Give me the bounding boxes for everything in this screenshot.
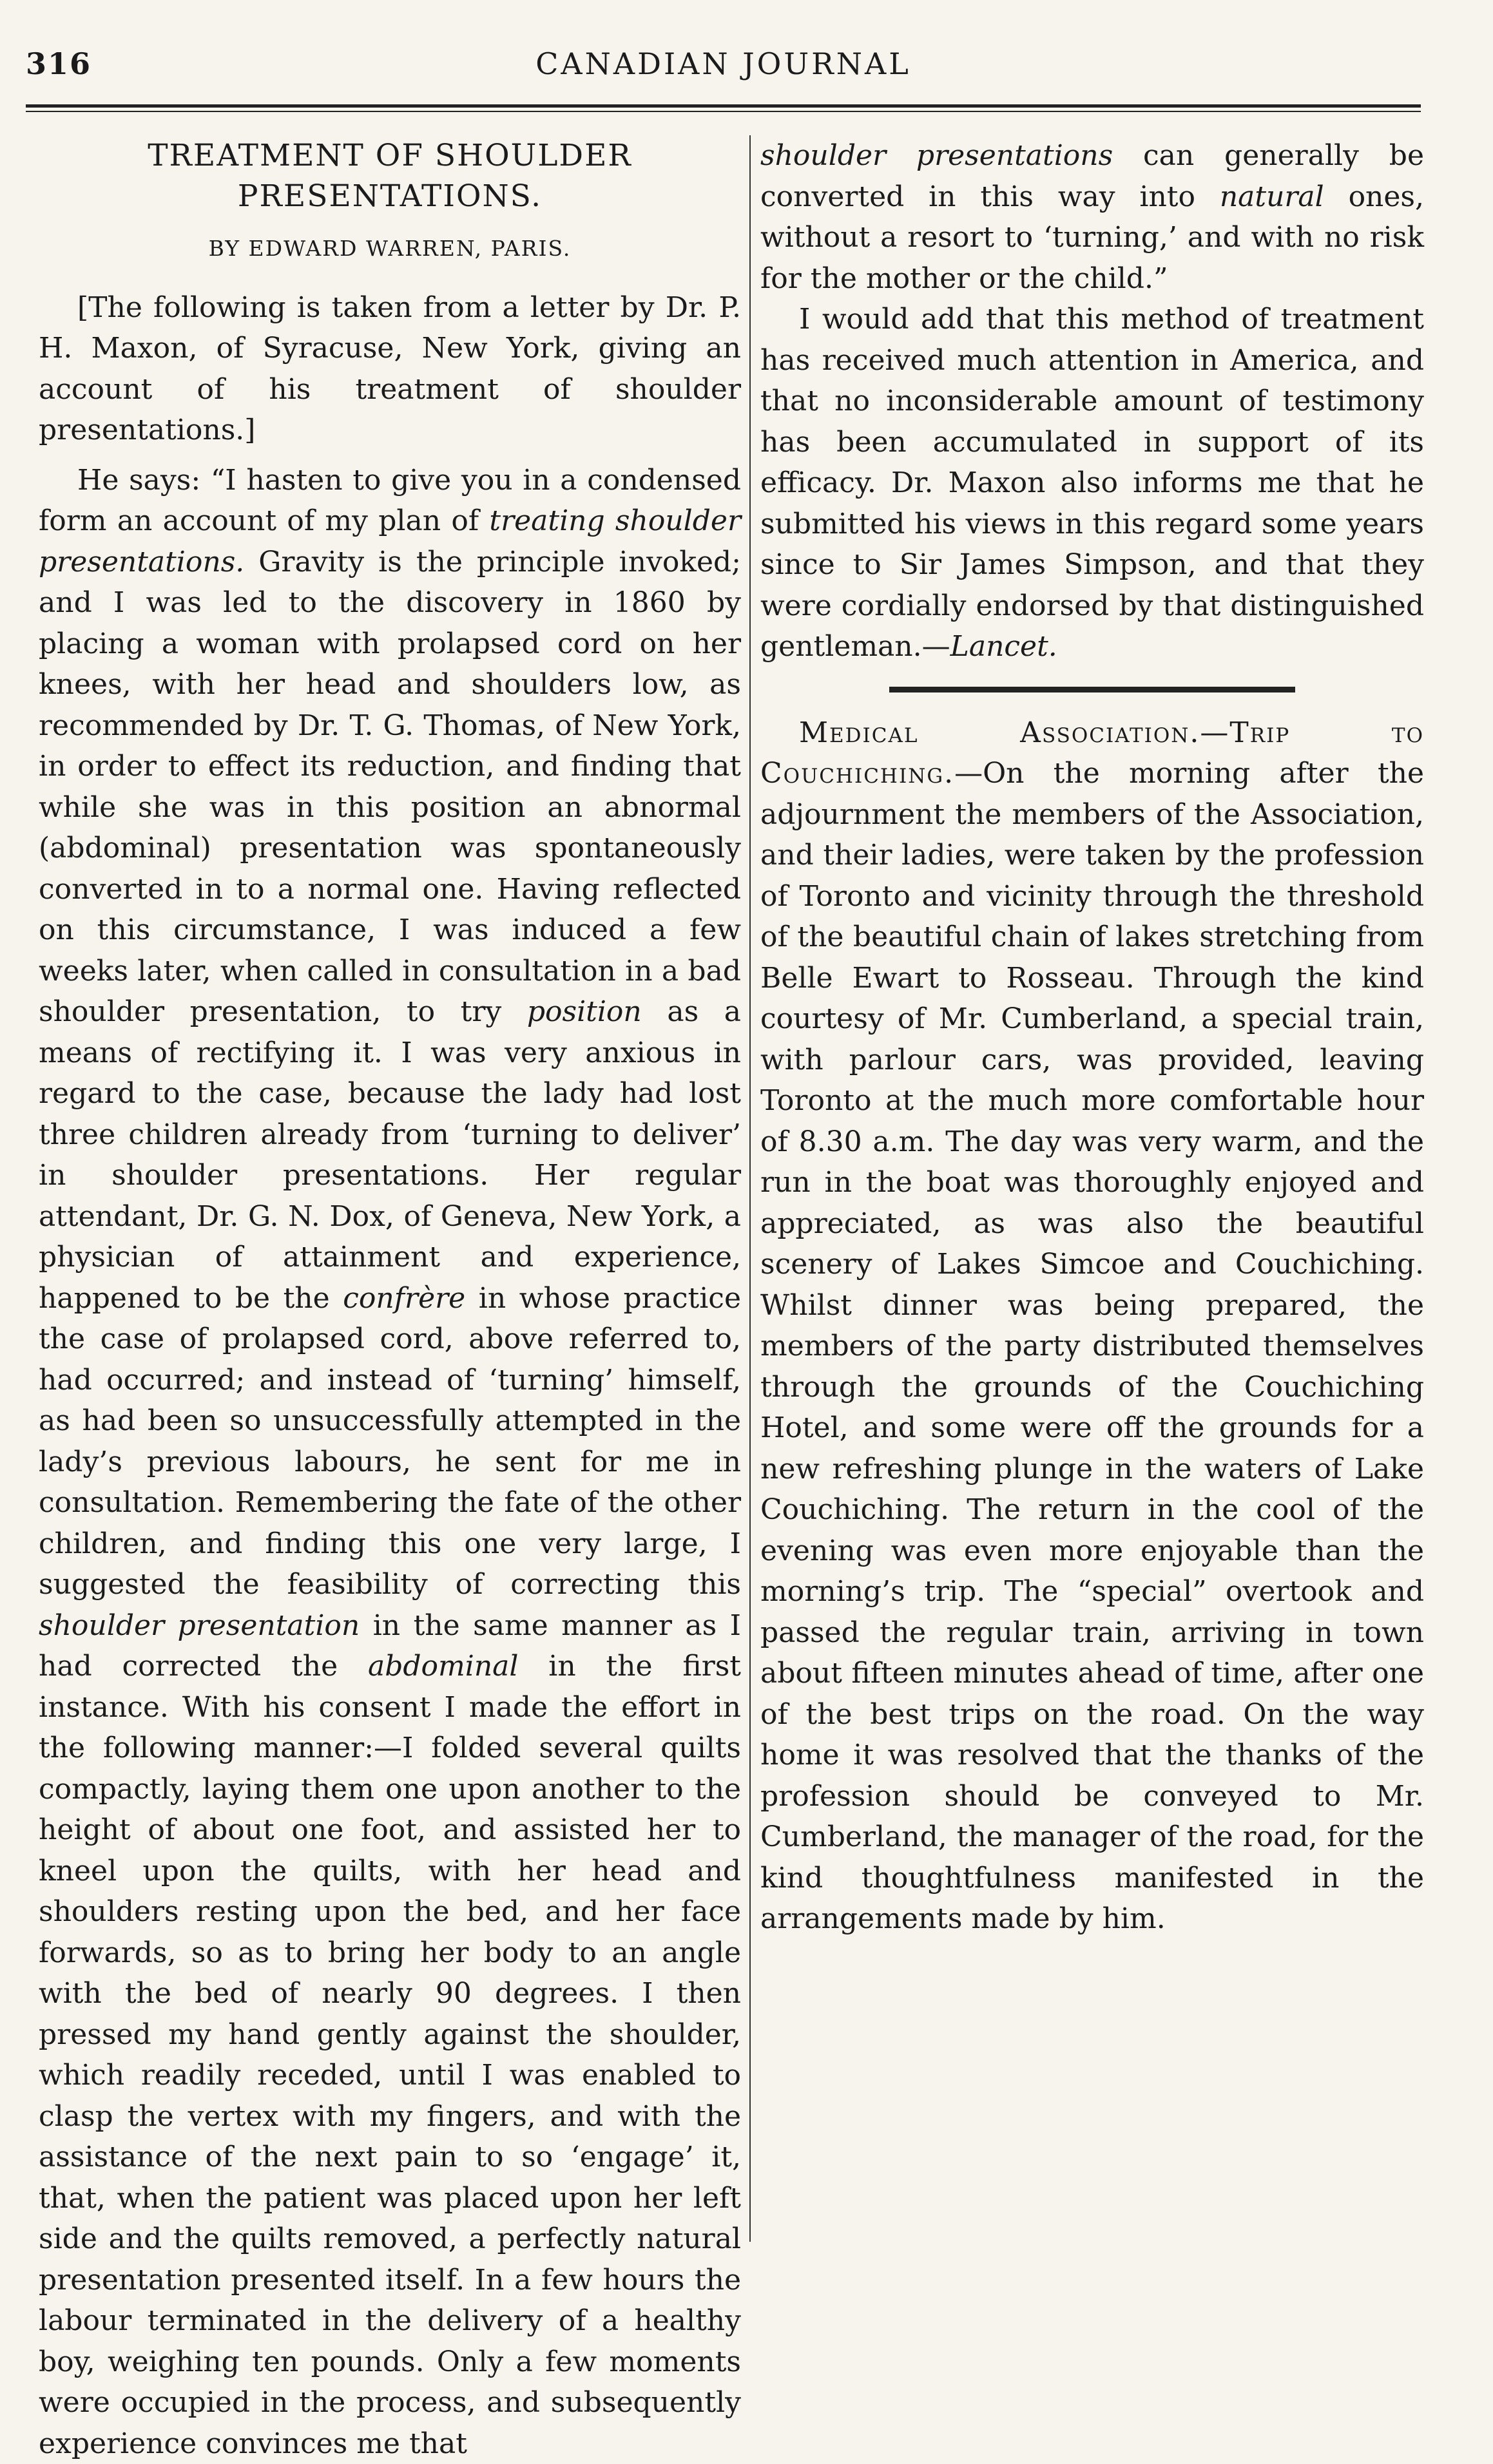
right-column xyxy=(760,135,1424,1940)
text-run: in the first instance. With his consent I made the effort in the following manner:—I folded several quilts compactly, laying them one upon another to the height of about one foot, and assisted her to kneel upon the quilts, with her head and shoulders resting upon the bed, and her face forwards, so as to bring her body to an angle with the bed of nearly 90 degrees. I then pressed my hand gently against the shoulder, which readily receded, until I was enabled to clasp the vertex with my fingers, and with the assistance of the next pain to so ‘engage’ it, that, when the patient was placed upon her left side and the quilts removed, a perfectly natural presentation presented itself. In a few hours the labour terminated in the delivery of a healthy boy, weighing ten pounds. Only a few moments were occupied in the process, and subsequently experience convinces me that xyxy=(39,1650,741,2460)
italic-run: position xyxy=(527,995,642,1028)
italic-run: confrère xyxy=(343,1282,465,1315)
text-run: in the same manner as I had corrected the xyxy=(39,1609,741,1683)
text-run: ones, without a resort to ‘turning,’ and with no risk for the mother or the child.” xyxy=(760,180,1424,295)
column-divider xyxy=(749,135,751,2242)
news-body: —On the morning after the adjournment the members of the Association, and their ladies, were taken by the profession of Toronto and vicinity through the threshold of the beautiful chain of lakes stretching from Belle Ewart to Rosseau. Through the kind courtesy of Mr. Cumberland, a special train, with parlour cars, was provided, leaving Toronto at the much more comfortable hour of 8.30 a.m. The day was very warm, and the run in the boat was thoroughly enjoyed and appreciated, as was also the beautiful scenery of Lakes Simcoe and Couchiching. Whilst dinner was being prepared, the members of the party distributed themselves through the grounds of the Couchiching Hotel, and some were off the grounds for a new refreshing plunge in the waters of Lake Couchiching. The return in the cool of the evening was even more enjoyable than the morning’s trip. The “special” overtook and passed the regular train, arriving in town about fifteen minutes ahead of time, after one of the best trips on the road. On the way home it was resolved that the thanks of the profession should be conveyed to Mr. Cumberland, the manager of the road, for the kind thoughtfulness manifested in the arrangements made by him. xyxy=(760,757,1424,1935)
article-byline: BY EDWARD WARREN, PARIS. xyxy=(39,228,741,269)
page-number: 316 xyxy=(26,46,92,81)
italic-run: shoulder presentation xyxy=(39,1609,360,1642)
italic-run: shoulder presentations xyxy=(760,139,1113,172)
news-paragraph xyxy=(760,712,1424,1940)
text-run: can generally be converted in this way into xyxy=(760,139,1424,213)
running-title: CANADIAN JOURNAL xyxy=(26,46,1421,81)
article-paragraph-2 xyxy=(760,299,1424,667)
text-run: He says: “I hasten to give you in a condensed form an account of my plan of xyxy=(39,464,741,538)
article-intro: [The following is taken from a letter by Dr. P. H. Maxon, of Syracuse, New York, giving an account of his treatment of shoulder presentations.] xyxy=(39,287,741,451)
text-run: as a means of rectifying it. I was very anxious in regard to the case, because the lady had lost three children already from ‘turning to deliver’ in shoulder presentations. Her regular attendant, Dr. G. N. Dox, of Geneva, New York, a physician of attainment and experience, happened to be the xyxy=(39,995,741,1315)
section-separator xyxy=(760,667,1424,712)
page-header xyxy=(26,46,1421,98)
left-column xyxy=(39,135,741,2464)
article-paragraph-1-part-b xyxy=(760,135,1424,299)
header-rule-thin xyxy=(26,111,1421,112)
text-run: Gravity is the principle invoked; and I was led to the discovery in 1860 by placing a woman with prolapsed cord on her knees, with her head and shoulders low, as recommended by Dr. T. G. Thomas, of New York, in order to effect its reduction, and finding that while she was in this position an abnormal (abdominal) presentation was spontaneously converted in to a normal one. Having reflected on this circumstance, I was induced a few weeks later, when called in consultation in a bad shoulder presentation, to try xyxy=(39,546,741,1029)
text-run: in whose practice the case of prolapsed cord, above referred to, had occurred; and instead of ‘turning’ himself, as had been so unsuccessfully attempted in the lady’s previous labours, he sent for me in consultation. Remembering the fate of the other children, and finding this one very large, I suggested the feasibility of correcting this xyxy=(39,1282,741,1601)
header-rule xyxy=(26,104,1421,108)
news-heading: Medical Association.—Trip to Couchiching. xyxy=(760,716,1424,790)
italic-run: natural xyxy=(1220,180,1324,213)
article-paragraph-1-part-a xyxy=(39,460,741,2464)
italic-run: treating shoulder presentations. xyxy=(39,504,741,578)
text-run: I would add that this method of treatment has received much attention in America, and that no inconsiderable amount of testimony has been accumulated in support of its efficacy. Dr. Maxon also informs me that he submitted his views in this regard some years since to Sir James Simpson, and that they were cordially endorsed by that distinguished gentleman.— xyxy=(760,303,1424,663)
article-source: Lancet. xyxy=(950,630,1057,663)
italic-run: abdominal xyxy=(368,1650,519,1683)
article-title: TREATMENT OF SHOULDER PRESENTATIONS. xyxy=(39,135,741,216)
